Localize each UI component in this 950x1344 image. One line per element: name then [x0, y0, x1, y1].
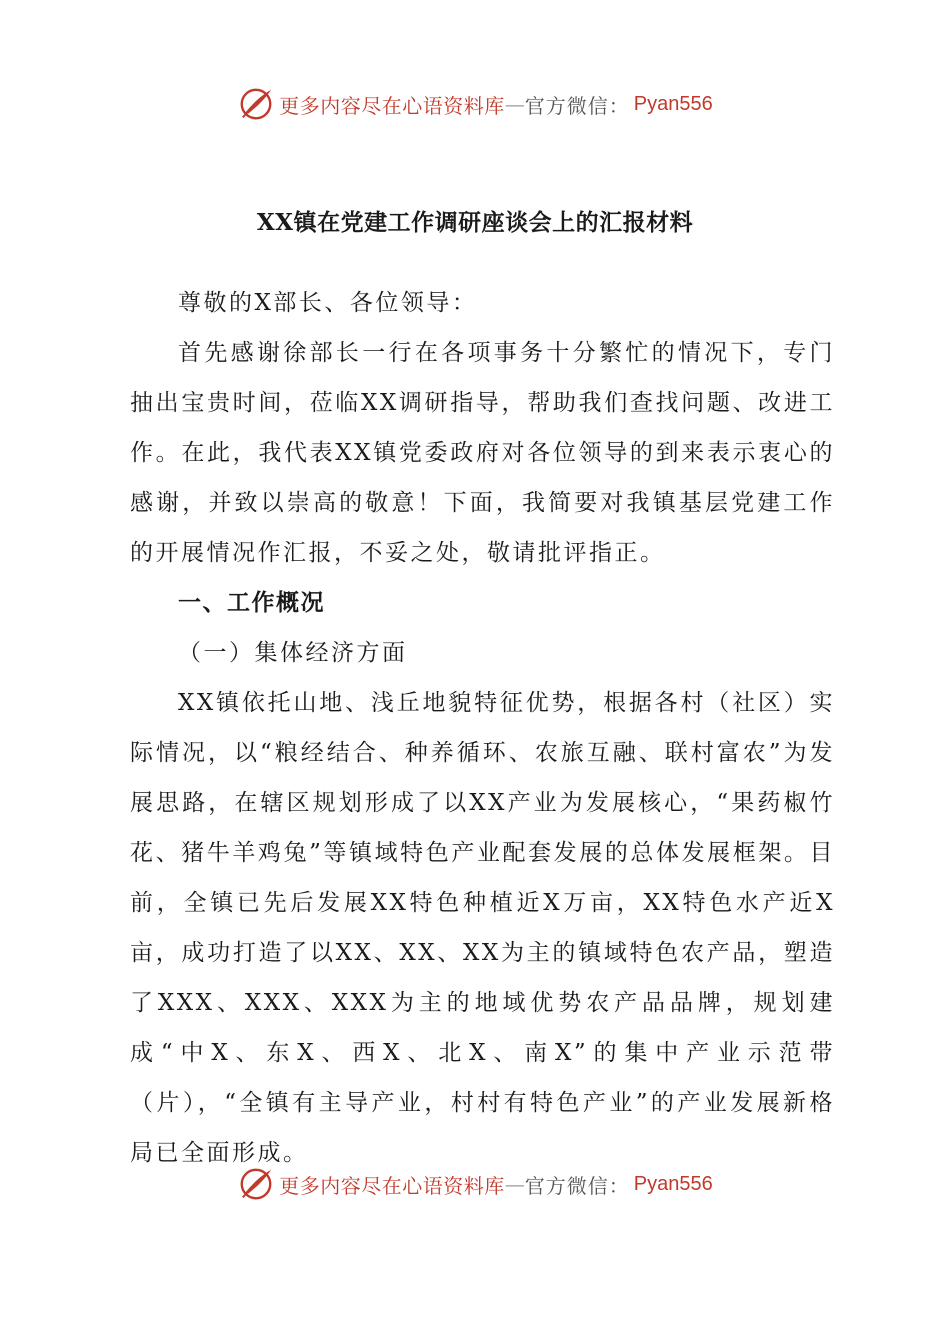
body-paragraph: XX镇依托山地、浅丘地貌特征优势，根据各村（社区）实际情况，以“粮经结合、种养循环、农旅互融、联村富农”为发展思路，在辖区规划形成了以XX产业为发展核心，“果药椒竹花、猪牛羊鸡兔”等镇域特色产业配套发展的总体发展框架。目前，全镇已先后发展XX特色种植近X万亩，XX特色水产近X亩，成功打造了以XX、XX、XX为主的镇域特色农产品，塑造了XXX、XXX、XXX为主的地域优势农产品品牌，规划建成“中X、东X、西X、北X、南X”的集中产业示范带（片），“全镇有主导产业，村村有特色产业”的产业发展新格局已全面形成。 [130, 690, 835, 1166]
banner-wechat-label: 官方微信： [524, 93, 630, 118]
document-body [130, 278, 835, 1178]
banner-text: 更多内容尽在心语资料库 [279, 1173, 505, 1198]
banner-wechat-label: 官方微信： [524, 1173, 630, 1198]
subsection-heading: （一）集体经济方面 [178, 640, 408, 666]
intro-paragraph: 首先感谢徐部长一行在各项事务十分繁忙的情况下，专门抽出宝贵时间，莅临XX调研指导，帮助我们查找问题、改进工作。在此，我代表XX镇党委政府对各位领导的到来表示衷心的感谢，并致以崇高的敬意！下面，我简要对我镇基层党建工作的开展情况作汇报，不妥之处，敬请批评指正。 [130, 340, 835, 566]
banner-dash: — [504, 92, 525, 116]
banner-text: 更多内容尽在心语资料库 [279, 93, 505, 118]
header-banner [0, 84, 950, 124]
salutation: 尊敬的X部长、各位领导： [178, 290, 478, 316]
quill-logo-icon [237, 85, 275, 123]
banner-wechat-id: Pyan556 [633, 92, 713, 115]
section-heading: 一、工作概况 [178, 589, 325, 616]
footer-banner [0, 1164, 950, 1204]
banner-dash: — [504, 1172, 525, 1196]
quill-logo-icon [237, 1165, 275, 1203]
banner-wechat-id: Pyan556 [633, 1172, 713, 1195]
document-title: XX镇在党建工作调研座谈会上的汇报材料 [256, 209, 694, 236]
